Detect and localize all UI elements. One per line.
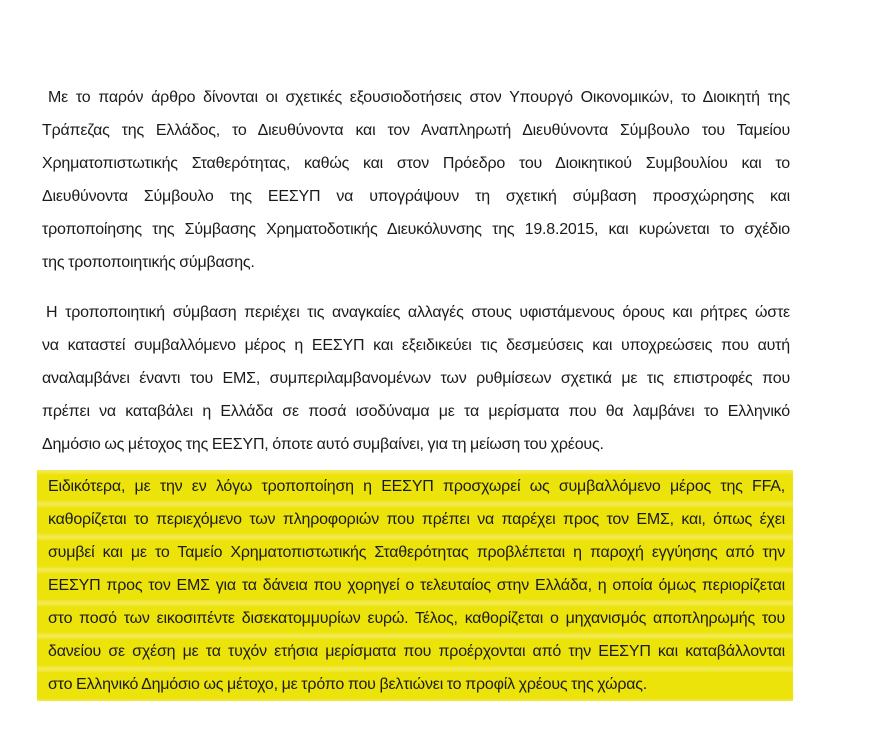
text-line: της τροποποιητικής σύμβασης. [42, 254, 255, 271]
text-line: δανείου σε σχέση με τα τυχόν ετήσια μερίσματα που προέρχονται από την ΕΕΣΥΠ και καταβάλλονται [48, 643, 785, 660]
text-line: ΕΕΣΥΠ προς τον ΕΜΣ για τα δάνεια που χορηγεί ο τελευταίος στην Ελλάδα, η οποία όμως περιορίζεται [48, 577, 785, 594]
text-line: Δημόσιο ως μέτοχος της ΕΕΣΥΠ, όποτε αυτό συμβαίνει, για τη μείωση του χρέους. [42, 436, 604, 453]
text-line: Ειδικότερα, με την εν λόγω τροποποίηση η ΕΕΣΥΠ προσχωρεί ως συμβαλλόμενο μέρος της FFA, [48, 478, 785, 495]
text-line: πρέπει να καταβάλει η Ελλάδα σε ποσά ισοδύναμα με τα μερίσματα που θα λαμβάνει το Ελληνικό [42, 403, 790, 420]
highlighted-paragraph [37, 470, 793, 701]
paragraph-2 [42, 296, 790, 461]
text-line: στο ποσό των εικοσιπέντε δισεκατομμυρίων ευρώ. Τέλος, καθορίζεται ο μηχανισμός αποπληρωμής του [48, 610, 785, 627]
text-line: καθορίζεται το περιεχόμενο των πληροφοριών που πρέπει να παρέχει προς τον ΕΜΣ, και, όπως έχει [48, 511, 785, 528]
document-content [42, 81, 790, 701]
text-line: στο Ελληνικό Δημόσιο ως μέτοχο, με τρόπο που βελτιώνει το προφίλ χρέους της χώρας. [48, 676, 648, 693]
text-line: τροποποίησης της Σύμβασης Χρηματοδοτικής Διευκόλυνσης της 19.8.2015, και κυρώνεται το σχέδιο [42, 221, 790, 238]
text-line: Χρηματοπιστωτικής Σταθερότητας, καθώς και στον Πρόεδρο του Διοικητικού Συμβουλίου και το [42, 155, 790, 172]
paragraph-1 [42, 81, 790, 279]
text-line: Τράπεζας της Ελλάδος, το Διευθύνοντα και τον Αναπληρωτή Διευθύνοντα Σύμβουλο του Ταμείου [42, 122, 790, 139]
text-line: αναλαμβάνει έναντι του ΕΜΣ, συμπεριλαμβανομένων των ρυθμίσεων σχετικά με τις επιστροφές που [42, 370, 790, 387]
text-line: να καταστεί συμβαλλόμενο μέρος η ΕΕΣΥΠ και εξειδικεύει τις δεσμεύσεις και υποχρεώσεις που αυτή [42, 337, 790, 354]
text-line: Η τροποποιητική σύμβαση περιέχει τις αναγκαίες αλλαγές στους υφιστάμενους όρους και ρήτρες ώστε [46, 304, 790, 321]
text-line: συμβεί και με το Ταμείο Χρηματοπιστωτικής Σταθερότητας προβλέπεται η παροχή εγγύησης από την [48, 544, 785, 561]
text-line: Με το παρόν άρθρο δίνονται οι σχετικές εξουσιοδοτήσεις στον Υπουργό Οικονομικών, το Διοικητή της [48, 89, 790, 106]
text-line: Διευθύνοντα Σύμβουλο της ΕΕΣΥΠ να υπογράψουν τη σχετική σύμβαση προσχώρησης και [42, 188, 790, 205]
